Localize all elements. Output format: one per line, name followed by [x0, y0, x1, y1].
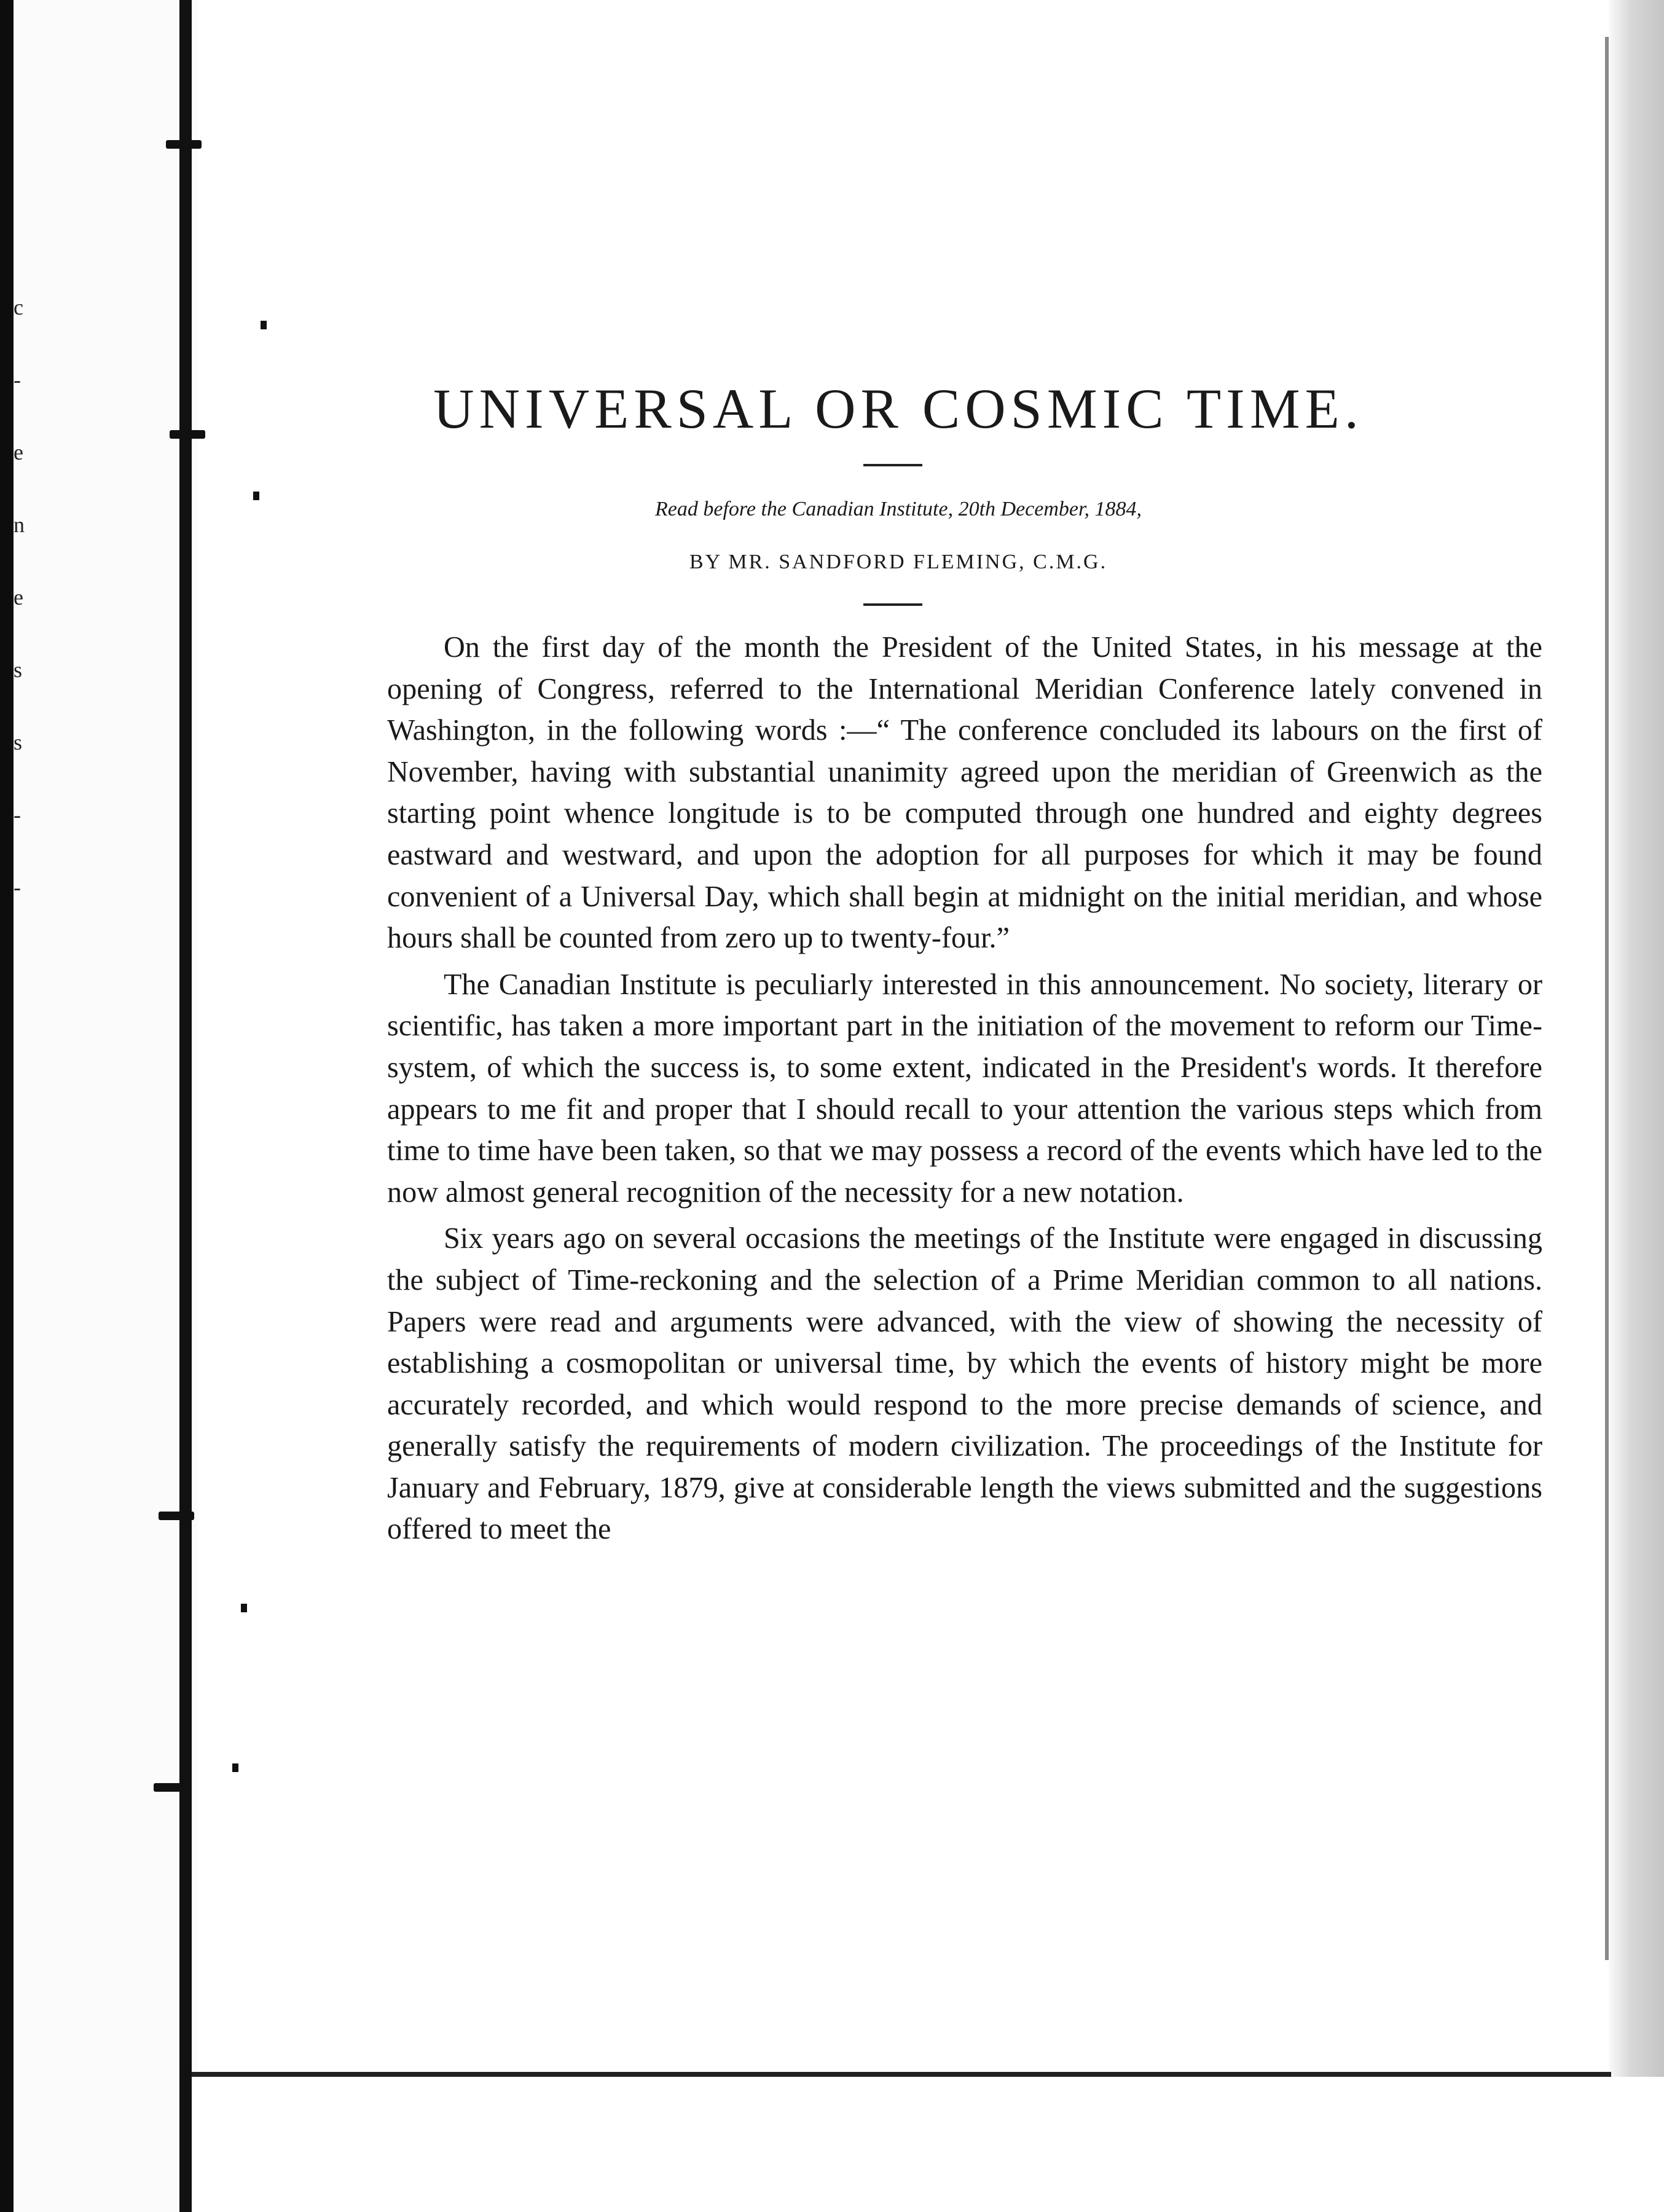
- facing-letter: c: [14, 295, 23, 320]
- facing-letter: e: [14, 440, 23, 465]
- page-bottom-edge: [192, 2072, 1611, 2077]
- scan-border-left: [0, 0, 14, 2212]
- facing-page-sliver: [14, 0, 198, 2212]
- facing-letter: e: [14, 585, 23, 610]
- binding-stitch: [154, 1783, 189, 1792]
- read-before-note: Read before the Canadian Institute, 20th December, 1884,: [655, 498, 1142, 520]
- facing-letter: -: [14, 875, 21, 900]
- facing-letter: s: [14, 657, 23, 682]
- byline-divider: [863, 603, 922, 606]
- facing-letter: -: [14, 367, 21, 392]
- binding-stitch: [159, 1512, 194, 1520]
- document-page: [192, 0, 1605, 2072]
- page-right-edge: [1609, 0, 1664, 2212]
- facing-letter: -: [14, 802, 21, 827]
- book-binding: [179, 0, 192, 2212]
- page-title: UNIVERSAL OR COSMIC TIME.: [433, 377, 1364, 440]
- paragraph: The Canadian Institute is peculiarly interested in this announcement. No society, literary or scientific, has taken a more important part in the initiation of the movement to reform our Time-system, of which the success is, to some extent, indicated in the President's words. It therefore appears to me fit and proper that I should recall to your attention the various steps which from time to time have been taken, so that we may possess a record of the events which have led to the now almost general recognition of the necessity for a new notation.: [387, 968, 1542, 1209]
- facing-letter: n: [14, 512, 25, 537]
- paragraph: Six years ago on several occasions the meetings of the Institute were engaged in discussing the subject of Time-reckoning and the selection of a Prime Meridian common to all nations. Papers were read and arguments were advanced, with the view of showing the necessity of establishing a cosmopolitan or universal time, by which the events of history might be more accurately recorded, and which would respond to the more precise demands of science, and generally satisfy the requirements of modern civilization. The proceedings of the Institute for January and February, 1879, give at considerable length the views submitted and the suggestions offered to meet the: [387, 1222, 1542, 1546]
- facing-letter: s: [14, 730, 23, 755]
- page-bottom-margin: [192, 2077, 1664, 2212]
- title-divider: [863, 464, 922, 466]
- paragraph: On the first day of the month the President of the United States, in his message at the opening of Congress, referred to the International Meridian Conference lately convened in Washington, in the following words :—“ The conference concluded its labours on the first of November, having with substantial unanimity agreed upon the meridian of Greenwich as the starting point whence longitude is to be computed through one hundred and eighty degrees eastward and westward, and upon the adoption for all purposes for which it may be found convenient of a Universal Day, which shall begin at midnight on the initial meridian, and whose hours shall be counted from zero up to twenty-four.”: [387, 631, 1542, 955]
- body-text: [387, 627, 1542, 1555]
- facing-page-letters: [14, 295, 38, 947]
- author-byline: BY MR. SANDFORD FLEMING, C.M.G.: [689, 551, 1108, 573]
